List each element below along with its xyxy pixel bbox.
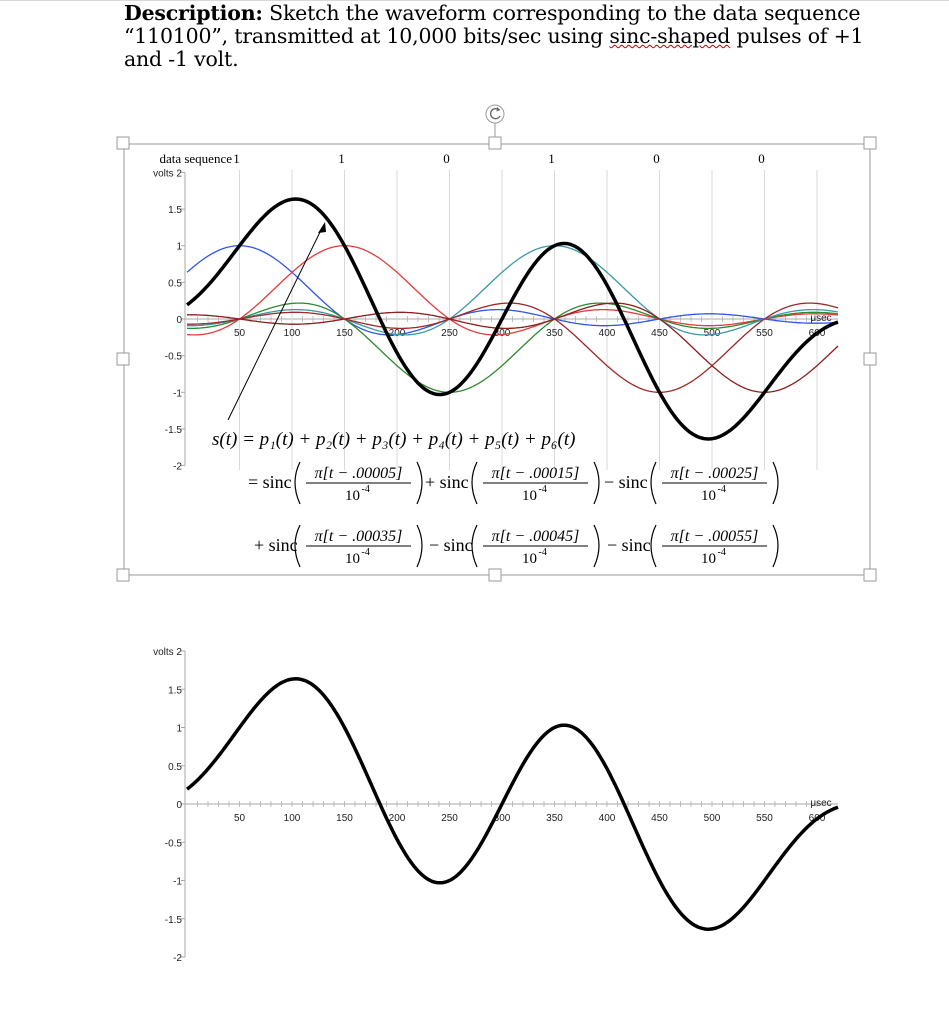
description-body: Sketch the waveform corresponding to the data sequence “110100”, transmitted at 10,000 bits/sec using: [124, 1, 861, 48]
resize-handle-left[interactable]: [117, 353, 129, 365]
data-sequence-bit: 0: [653, 151, 660, 166]
x-tick-label: 100: [283, 328, 301, 339]
x-tick-label: 400: [598, 813, 616, 824]
y-tick-label: -1.5: [164, 914, 182, 926]
x-tick-label: 500: [703, 813, 721, 824]
term-numerator: π[t − .00005]: [314, 465, 403, 482]
y-tick-label: 1.5: [168, 205, 182, 217]
data-sequence-bit: 1: [233, 151, 240, 166]
x-tick-label: 50: [233, 813, 246, 824]
term-denominator: 10: [345, 551, 360, 567]
term-exponent: -4: [717, 484, 726, 495]
data-sequence-bit: 1: [338, 151, 345, 166]
x-tick-label: 600: [808, 813, 826, 824]
term-exponent: -4: [361, 484, 370, 495]
y-tick-label: -1.5: [164, 424, 182, 436]
resize-handle-bottom-right[interactable]: [864, 569, 876, 581]
term-denominator: 10: [522, 551, 537, 567]
y-tick-label: -1: [173, 388, 182, 400]
resize-handle-bottom-left[interactable]: [117, 569, 129, 581]
term-exponent: -4: [538, 547, 547, 558]
x-tick-label: 150: [336, 328, 353, 339]
equation-line-1: s(t) = p₁(t) + p₂(t) + p₃(t) + p₄(t) + p₅(t) + p₆(t): [212, 429, 576, 450]
x-tick-label: 200: [388, 328, 406, 339]
y-tick-label: 0.5: [168, 761, 182, 773]
term-operator: − sinc: [429, 535, 473, 555]
resize-handle-top[interactable]: [489, 137, 501, 149]
x-tick-label: 200: [388, 813, 406, 824]
x-tick-label: 300: [493, 813, 511, 824]
spellcheck-word: sinc-shaped: [609, 24, 731, 48]
y-tick-label: -0.5: [164, 351, 182, 363]
y-tick-label: 0: [176, 315, 182, 326]
term-denominator: 10: [345, 488, 360, 504]
x-tick-label: 250: [441, 813, 458, 824]
x-tick-label: 150: [336, 813, 353, 824]
y-tick-label: 1.5: [168, 685, 182, 697]
term-operator: + sinc: [254, 535, 298, 555]
description-tail: pulses of +1 and -1 volt.: [124, 24, 864, 71]
term-exponent: -4: [717, 547, 726, 558]
x-tick-label: 250: [441, 328, 458, 339]
resize-handle-top-right[interactable]: [864, 137, 876, 149]
description-label: Description:: [124, 1, 263, 25]
y-tick-label: 1: [176, 723, 182, 735]
x-tick-label: 350: [546, 328, 563, 339]
term-operator: − sinc: [604, 472, 648, 492]
x-tick-label: 500: [703, 328, 721, 339]
arrow-head-icon: [318, 222, 326, 233]
y-tick-label: -2: [173, 953, 182, 964]
term-denominator: 10: [522, 488, 537, 504]
term-numerator: π[t − .00035]: [314, 528, 403, 545]
x-tick-label: 600: [808, 328, 826, 339]
term-denominator: 10: [701, 488, 716, 504]
y-tick-label: 1: [176, 241, 182, 253]
term-operator: + sinc: [425, 472, 469, 492]
resize-handle-top-left[interactable]: [117, 137, 129, 149]
x-axis-unit-label: μsec: [810, 313, 832, 324]
term-denominator: 10: [701, 551, 716, 567]
data-sequence-bit: 1: [548, 151, 555, 166]
x-tick-label: 550: [756, 328, 773, 339]
x-tick-label: 350: [546, 813, 563, 824]
data-sequence-label: data sequence: [159, 151, 232, 166]
chart-sum-waveform: [153, 647, 838, 964]
data-sequence-bit: 0: [758, 151, 765, 166]
y-tick-label: volts 2: [153, 647, 182, 658]
x-tick-label: 450: [651, 328, 668, 339]
term-numerator: π[t − .00045]: [491, 528, 580, 545]
x-axis-unit-label: μsec: [810, 798, 832, 809]
term-numerator: π[t − .00055]: [670, 528, 759, 545]
term-numerator: π[t − .00015]: [491, 465, 580, 482]
y-tick-label: 0: [176, 800, 182, 811]
y-tick-label: volts 2: [153, 168, 182, 180]
x-tick-label: 550: [756, 813, 773, 824]
y-tick-label: 0.5: [168, 278, 182, 290]
term-numerator: π[t − .00025]: [670, 465, 759, 482]
term-operator: = sinc: [248, 472, 292, 492]
term-exponent: -4: [361, 547, 370, 558]
term-exponent: -4: [538, 484, 547, 495]
term-operator: − sinc: [607, 535, 651, 555]
resize-handle-right[interactable]: [864, 353, 876, 365]
x-tick-label: 300: [493, 328, 511, 339]
equation-block: [210, 420, 810, 580]
x-tick-label: 400: [598, 328, 616, 339]
y-tick-label: -0.5: [164, 838, 182, 850]
x-tick-label: 50: [233, 328, 246, 339]
y-tick-label: -2: [173, 461, 182, 473]
x-tick-label: 450: [651, 813, 668, 824]
y-tick-label: -1: [173, 876, 182, 888]
data-sequence-bit: 0: [443, 151, 450, 166]
x-tick-label: 100: [283, 813, 301, 824]
rotate-handle-icon[interactable]: [486, 105, 504, 123]
